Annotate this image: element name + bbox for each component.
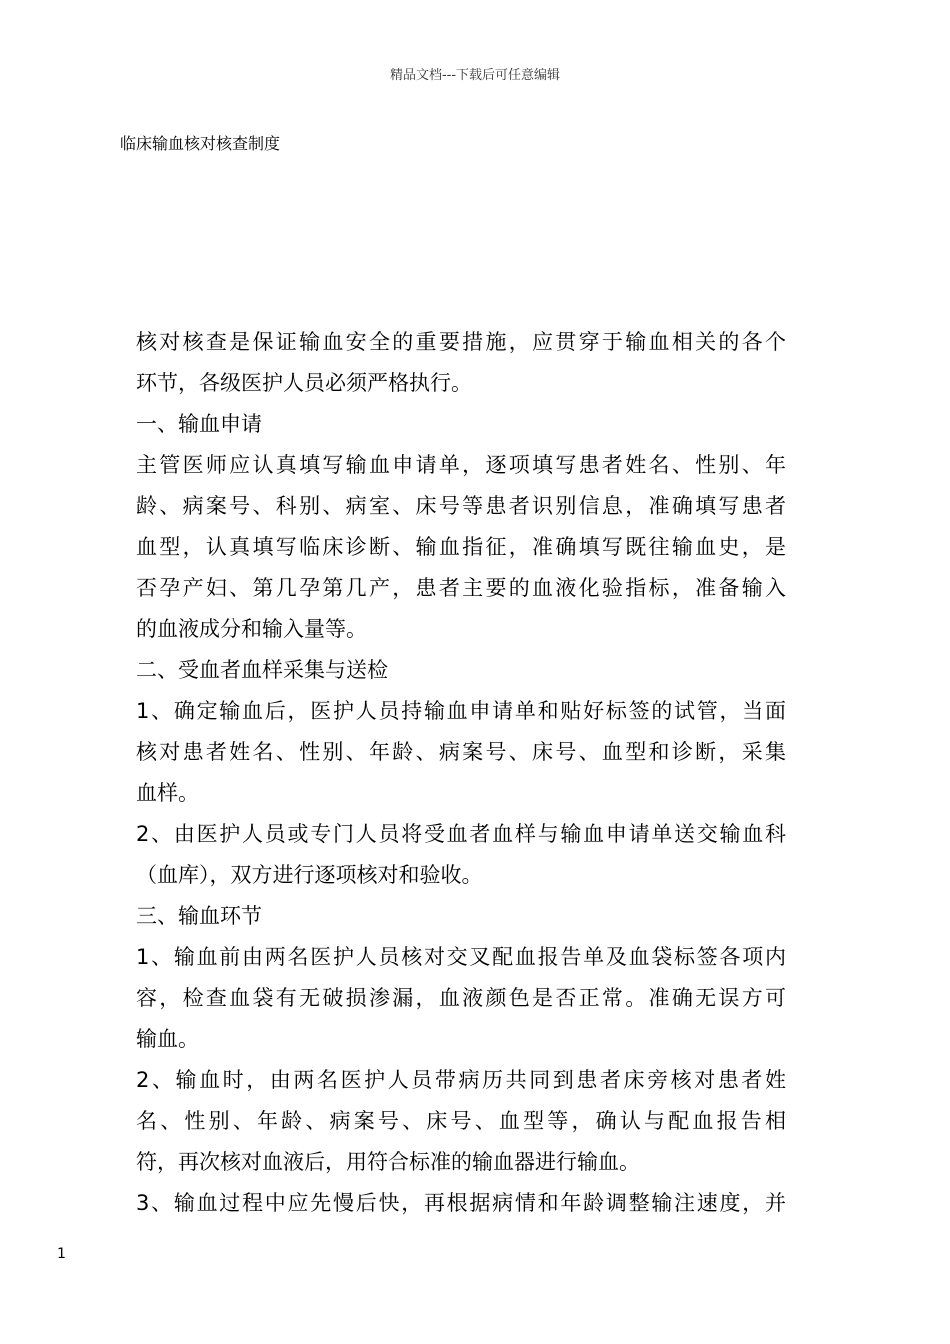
body-line: 二、受血者血样采集与送检 — [136, 658, 388, 682]
document-title: 临床输血核对核查制度 — [120, 134, 281, 153]
body-line: 1、输血前由两名医护人员核对交叉配血报告单及血袋标签各项内 — [136, 945, 786, 969]
body-line: 否孕产妇、第几孕第几产，患者主要的血液化验指标，准备输入 — [136, 576, 786, 600]
document-body — [136, 322, 786, 1224]
body-line: 核对核查是保证输血安全的重要措施，应贯穿于输血相关的各个 — [136, 330, 786, 354]
body-line: 一、输血申请 — [136, 412, 262, 436]
body-line: 龄、病案号、科别、病室、床号等患者识别信息，准确填写患者 — [136, 494, 786, 518]
body-line: 3、输血过程中应先慢后快，再根据病情和年龄调整输注速度，并 — [136, 1191, 786, 1215]
body-line: 1、确定输血后，医护人员持输血申请单和贴好标签的试管，当面 — [136, 699, 786, 723]
body-line: （血库），双方进行逐项核对和验收。 — [136, 863, 483, 887]
body-line: 血型，认真填写临床诊断、输血指征，准确填写既往输血史，是 — [136, 535, 786, 559]
body-line: 血样。 — [136, 781, 199, 805]
body-line: 主管医师应认真填写输血申请单，逐项填写患者姓名、性别、年 — [136, 453, 786, 477]
body-line: 输血。 — [136, 1027, 199, 1051]
body-line: 环节，各级医护人员必须严格执行。 — [136, 371, 472, 395]
body-line: 2、输血时，由两名医护人员带病历共同到患者床旁核对患者姓 — [136, 1068, 786, 1092]
page-number: 1 — [57, 1246, 66, 1262]
page-header: 精品文档---下载后可任意编辑 — [389, 68, 561, 83]
body-line: 的血液成分和输入量等。 — [136, 617, 367, 641]
body-line: 符，再次核对血液后，用符合标准的输血器进行输血。 — [136, 1150, 640, 1174]
body-line: 核对患者姓名、性别、年龄、病案号、床号、血型和诊断，采集 — [136, 740, 786, 764]
body-line: 2、由医护人员或专门人员将受血者血样与输血申请单送交输血科 — [136, 822, 786, 846]
body-line: 三、输血环节 — [136, 904, 262, 928]
body-line: 名、性别、年龄、病案号、床号、血型等，确认与配血报告相 — [136, 1109, 786, 1133]
body-line: 容，检查血袋有无破损渗漏，血液颜色是否正常。准确无误方可 — [136, 986, 786, 1010]
